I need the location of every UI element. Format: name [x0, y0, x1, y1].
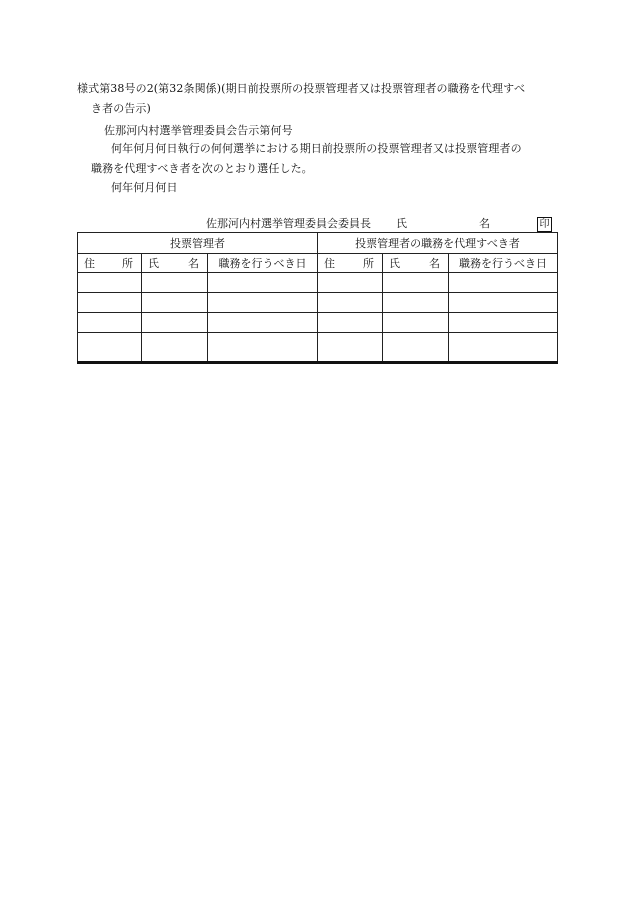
signer-given-name-label: 名	[479, 217, 490, 230]
table-cell	[318, 333, 383, 363]
table-cell	[383, 333, 449, 363]
table-group-header-row	[78, 233, 558, 254]
body-text-line-2: 職務を代理すべき者を次のとおり選任した。	[91, 162, 313, 175]
table-cell	[449, 333, 558, 363]
column-header-address: 住 所	[78, 254, 142, 273]
table-cell	[383, 293, 449, 313]
table-cell	[449, 293, 558, 313]
signer-organization: 佐那河内村選挙管理委員会委員長	[206, 217, 371, 230]
column-header-duty-date: 職務を行うべき日	[449, 254, 558, 273]
table-cell	[449, 313, 558, 333]
notice-date: 何年何月何日	[111, 181, 178, 194]
body-text-line-1: 何年何月何日執行の何何選挙における期日前投票所の投票管理者又は投票管理者の	[111, 142, 522, 155]
table-cell	[78, 293, 142, 313]
table-cell	[142, 273, 208, 293]
column-header-name: 氏 名	[142, 254, 208, 273]
table-cell	[318, 273, 383, 293]
table-column-header-row	[78, 254, 558, 273]
column-header-duty-date: 職務を行うべき日	[208, 254, 318, 273]
table-cell	[142, 313, 208, 333]
table-row	[78, 293, 558, 313]
table-cell	[383, 313, 449, 333]
table-cell	[78, 273, 142, 293]
table-cell	[383, 273, 449, 293]
form-title-line-1: 様式第38号の2(第32条関係)(期日前投票所の投票管理者又は投票管理者の職務を代理すべ	[77, 82, 526, 95]
table-cell	[78, 313, 142, 333]
table-cell	[208, 333, 318, 363]
table-cell	[208, 293, 318, 313]
table-cell	[142, 333, 208, 363]
group-header-deputy: 投票管理者の職務を代理すべき者	[318, 233, 558, 254]
notice-number: 佐那河内村選挙管理委員会告示第何号	[104, 124, 293, 137]
form-title-line-2: き者の告示)	[91, 102, 151, 115]
signer-surname-label: 氏	[396, 217, 407, 230]
column-header-name: 氏 名	[383, 254, 449, 273]
appointee-table	[77, 232, 558, 364]
table-row	[78, 333, 558, 363]
column-header-address: 住 所	[318, 254, 383, 273]
seal-mark: 印	[537, 217, 552, 232]
table-row	[78, 313, 558, 333]
table-cell	[78, 333, 142, 363]
group-header-manager: 投票管理者	[78, 233, 318, 254]
table-cell	[449, 273, 558, 293]
table-cell	[208, 273, 318, 293]
table-cell	[318, 293, 383, 313]
table-cell	[208, 313, 318, 333]
table-cell	[318, 313, 383, 333]
table-row	[78, 273, 558, 293]
table-cell	[142, 293, 208, 313]
